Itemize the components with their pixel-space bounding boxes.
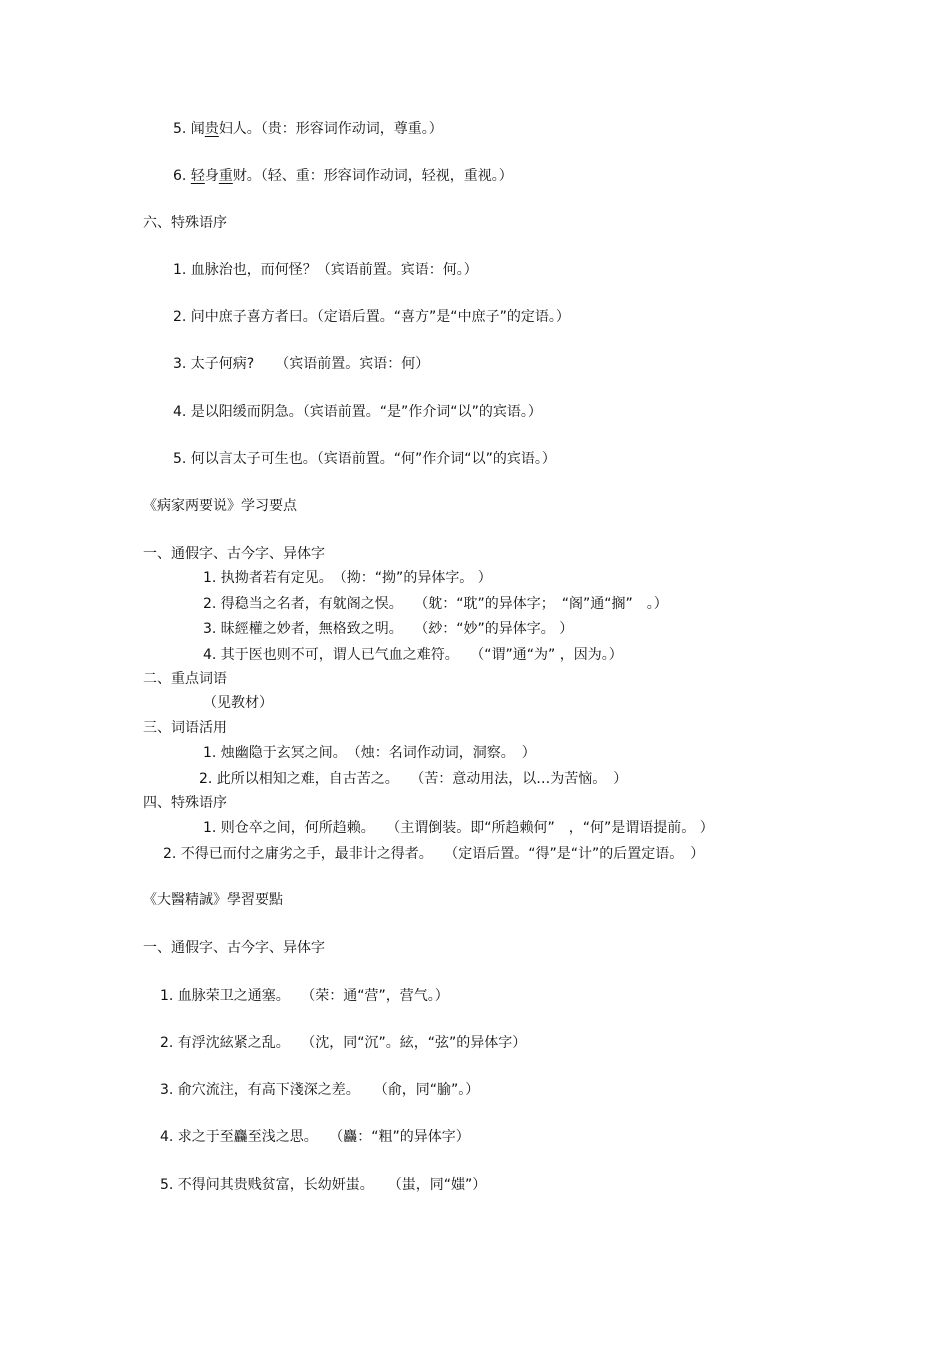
section-heading: 二、重点词语 xyxy=(143,671,227,687)
list-item: 1. 血脉荣卫之通塞。 （荣：通“营”，营气。） xyxy=(160,988,449,1004)
item-text: 身 xyxy=(204,168,219,184)
list-item: 5. 何以言太子可生也。（宾语前置。“何”作介词“以”的宾语。） xyxy=(173,451,556,467)
underlined-char: 轻 xyxy=(190,168,205,184)
list-item: 1. 血脉治也，而何怪？（宾语前置。宾语：何。） xyxy=(173,262,478,278)
section-heading: 一、通假字、古今字、异体字 xyxy=(143,940,325,956)
item-qing-shen-zhong-cai xyxy=(173,167,513,185)
document-title: 《病家两要说》学习要点 xyxy=(143,498,297,514)
item-text: 妇人。（贵：形容词作动词，尊重。） xyxy=(218,121,443,137)
item-text: 5. 闻 xyxy=(173,121,205,137)
list-item: 2. 得稳当之名者，有躭阁之悮。 （躭：“耽”的异体字； “阁”通“搁” 。） xyxy=(203,596,668,612)
list-item: 1. 烛幽隐于玄冥之间。 （烛：名词作动词，洞察。 ） xyxy=(203,745,536,761)
list-item: 4. 是以阳缓而阴急。（宾语前置。“是”作介词“以”的宾语。） xyxy=(173,404,542,420)
underlined-char: 重 xyxy=(218,168,233,184)
item-wen-gui-fu-ren xyxy=(173,120,443,138)
list-item: 4. 其于医也则不可，谓人已气血之难符。 （“谓”通“为” ，因为。） xyxy=(203,647,623,663)
list-item: 3. 太子何病? （宾语前置。宾语：何） xyxy=(173,356,430,372)
list-item: 2. 不得已而付之庸劣之手，最非计之得者。 （定语后置。“得”是“计”的后置定语。 ） xyxy=(163,846,705,862)
section-heading: 六、特殊语序 xyxy=(143,215,227,231)
item-text: 财。（轻、重：形容词作动词，轻视，重视。） xyxy=(232,168,513,184)
document-title: 《大醫精誠》學習要點 xyxy=(143,892,283,908)
section-heading: 一、通假字、古今字、异体字 xyxy=(143,546,325,562)
list-item: 5. 不得问其贵贱贫富，长幼妍蚩。 （蚩，同“媸”） xyxy=(160,1177,487,1193)
list-item: 4. 求之于至麤至浅之思。 （麤：“粗”的异体字） xyxy=(160,1129,470,1145)
list-item: 2. 有浮沈絃紧之乱。 （沈，同“沉”。絃，“弦”的异体字） xyxy=(160,1035,527,1051)
underlined-char: 贵 xyxy=(204,121,219,137)
list-item: 2. 此所以相知之难，自古苦之。 （苦：意动用法，以…为苦恼。 ） xyxy=(199,771,628,787)
section-heading: 三、词语活用 xyxy=(143,720,227,736)
list-item: 1. 则仓卒之间，何所趋赖。 （主谓倒装。即“所趋赖何” ，“何”是谓语提前。 ） xyxy=(203,820,714,836)
list-item: 3. 昧經權之妙者，無格致之明。 （玅：“妙”的异体字。 ） xyxy=(203,621,574,637)
list-item: 1. 执拗者若有定见。 （拗：“拗”的异体字。 ） xyxy=(203,570,492,586)
list-item: 2. 问中庶子喜方者曰。（定语后置。“喜方”是“中庶子”的定语。） xyxy=(173,309,570,325)
item-text: 6. xyxy=(173,168,191,184)
section-heading: 四、特殊语序 xyxy=(143,795,227,811)
list-item: 3. 俞穴流注，有高下淺深之差。 （俞，同“腧”。） xyxy=(160,1082,480,1098)
note-text: （见教材） xyxy=(203,695,273,711)
